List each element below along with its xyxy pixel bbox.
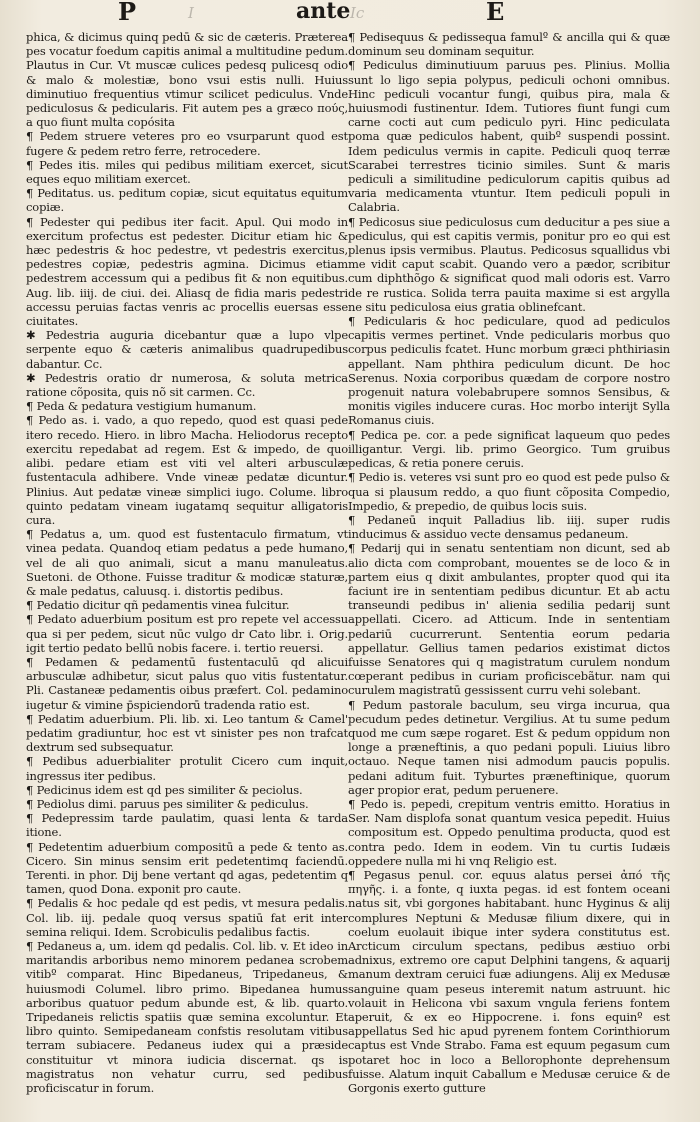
entry-right-7: ¶ Pedarij qui in senatu sententiam non dicunt, sed ab alio dicta com comprobant, mouentes se de loco & in partem eius q dixit ambulantes, propter quod qui ita faciunt ire in sententiam pedibus dicuntur. Et ab actu transeundi pedibus in' alienia sedilia pedarij sunt appellati. Cicero. ad Atticum. Inde in sententiam pedariū cucurrerunt. Sententia eorum pedaria appellatur. Gellius tamen pedarios existimat dictos fuisse Senatores qui q magistratum curulem nondum cœperant pedibus in curiam proficiscebãtur. nam qui curulem magistratū gessissent curru vehi solebant. (348, 541, 670, 698)
entry-left-11: ¶ Pedato aduerbium positum est pro repete vel accessu qua si per pedem, sicut nūc vulgo dr Cato libr. i. Orig. igit tertio pedato bellū nobis facere. i. tertio reuersi. (26, 612, 348, 655)
entry-right-6: ¶ Pedaneū inquit Palladius lib. iiij. super rudis inducimus & assiduo vecte densamus pedaneum. (348, 512, 670, 542)
entry-left-19: ¶ Pedalis & hoc pedale qd est pedis, vt mesura pedalis. Col. lib. iij. pedale quoq versus spatiū fat erit inter semina reliqui. Idem. Scrobiculis pedalibus factis. (26, 896, 348, 939)
entry-left-18: ¶ Pedetentim aduerbium compositū a pede & tento as. Cicero. Sin minus sensim erit pedetentimq faciendū. Terenti. in phor. Dij bene vertant qd agas, pedetentim q tamen, quod Dona. exponit pro caute. (26, 839, 348, 897)
entry-left-8: ¶ Pedo as. i. vado, a quo repedo, quod est quasi pede itero recedo. Hiero. in libro Macha. Heliodorus recepto exercitu repedabat ad regem. Est & impedo, de quo alibi. pedare etiam est viti vel alteri arbusculæ fustentacula adhibere. Vnde vineæ pedatæ dicuntur. Plinius. Aut pedatæ vineæ simplici iugo. Colume. libro quinto pedatam vineam iugatamq sequitur alligatoris cura. (26, 413, 348, 527)
entry-right-8: ¶ Pedum pastorale baculum, seu virga incurua, qua pecudum pedes detinetur. Vergilius. At tu sume pedum quod me cum sæpe rogaret. Est & pedum oppidum non longe a præneftinis, a quo pedani populi. Liuius libro octauo. Neque tamen nisi admodum paucis populis. pedani aditum fuit. Tyburtes præneftinique, quorum ager propior erat, pedum peruenere. (348, 697, 670, 797)
entry-right-3: ¶ Pedicularis & hoc pediculare, quod ad pediculos capitis vermes pertinet. Vnde pedicularis morbus quo corpus pediculis fcatet. Hunc morbum græci phthiriasin appellant. Nam phthira pediculum dicunt. De hoc Serenus. Noxia corporibus quædam de corpore nostro progenuit natura volebabrupere somnos Sensibus, & monitis vigiles inducere curas. Hoc morbo interijt Sylla Romanus ciuis. (348, 314, 670, 428)
entry-left-13: ¶ Pedatim aduerbium. Pli. lib. xi. Leo tantum & Camel' pedatim gradiuntur, hoc est vt sinister pes non trafcat dextrum sed subsequatur. (26, 711, 348, 755)
entry-left-3: ¶ Peditatus. us. peditum copiæ, sicut equitatus equitum copiæ. (26, 186, 348, 215)
running-header (0, 0, 700, 26)
right-column (348, 30, 670, 1110)
entry-left-0: phica, & dicimus quinq pedū & sic de cæteris. Præterea pes vocatur foedum capitis animal a multitudine pedum. Plautus in Cur. Vt muscæ culices pedesq pulicesq odio & malo & molestiæ, bono vsui estis nulli. Huius diminutiuo frequentius vtimur scilicet pediculus. Vnde pediculosus & pedicularis. Fit autem pes a græco πούς, a quo fiunt multa copósita (26, 30, 348, 130)
header-bleedthrough-right: Ic (350, 4, 365, 22)
entry-left-20: ¶ Pedaneus a, um. idem qd pedalis. Col. lib. v. Et ideo in maritandis arboribus nemo minorem pedanea scrobem vitibº comparat. Hinc Bipedaneus, Tripedaneus, & huiusmodi Columel. libro primo. Bipedanea humus arboribus quatuor pedum abunde est, & lib. quarto. Tripedaneis relictis spatiis quæ semina excoluntur. Et libro quinto. Semipedaneam confstis resolutam vitibus terram subiacere. Pedaneus iudex qui a præside constituitur vt minora iudicia discernat. qs is magistratus non vehatur curru, sed pedibus proficiscatur in forum. (26, 939, 348, 1096)
header-bleedthrough-left: I (188, 4, 194, 22)
header-left-letter: P (118, 0, 137, 26)
header-right-letter: E (486, 0, 505, 26)
left-column (26, 30, 348, 1110)
entry-right-9: ¶ Pedo is. pepedi, crepitum ventris emitto. Horatius in Ser. Nam displofa sonat quantum vesica pepedit. Huius compositum est. Oppedo penultima producta, quod est contra pedo. Idem in eodem. Vin tu curtis Iudæis oppedere nulla mi hi vnq Religio est. (348, 796, 670, 868)
entry-left-17: ¶ Pedepressim tarde paulatim, quasi lenta & tarda itione. (26, 811, 348, 840)
entry-left-1: ¶ Pedem struere veteres pro eo vsurparunt quod est fugere & pedem retro ferre, retrocedere. (26, 129, 348, 158)
entry-left-10: ¶ Pedatio dicitur qñ pedamentis vinea fulcitur. (26, 598, 290, 613)
entry-left-14: ¶ Pedibus aduerbialiter protulit Cicero cum inquit, ingressus iter pedibus. (26, 754, 348, 783)
entry-left-2: ¶ Pedes itis. miles qui pedibus militiam exercet, sicut eques equo militiam exercet. (26, 157, 348, 187)
entry-right-1: ¶ Pediculus diminutiuum paruus pes. Plinius. Mollia sunt lo ligo sepia polypus, pediculi ochoni omnibus. Hinc pediculi vocantur fungi, quibus pira, mala & huiusmodi fustinentur. Idem. Tutiores fiunt fungi cum carne cocti aut cum pediculo pyri. Hinc pediculata poma quæ pediculos habent, quibº suspendi possint. Idem pediculus vermis in capite. Pediculi quoq terræ Scarabei terrestres ticinio similes. Sunt & maris pediculi a similitudine pediculorum capitis quibus ad varia medicamenta vtuntur. Item pediculi populi in Calabria. (348, 58, 670, 215)
entry-right-10: ¶ Pegasus penul. cor. equus alatus persei ἀπό τῆς πηγῆς. i. a fonte, q iuxta pegas. id est fontem oceani natus sit, vbi gorgones habitabant. hunc Hyginus & alij complures Neptuni & Medusæ filium dixere, qui in coelum euolauit ibique inter sydera constitutus est. Arcticum circulum spectans, pedibus æstiuo orbi adnixus, extremo ore caput Delphini tangens, & aquarij manum dextram ceruici fuæ adiungens. Alij ex Medusæ sanguine quam peseus interemit natum astruunt. hic volauit in Helicona vbi saxum vngula feriens fontem aperuit, & ex eo Hippocrene. i. fons equinº est appellatus Sed hic apud pyrenem fontem Corinthiorum captus est Vnde Strabo. Fama est equum pegasum cum potaret hoc in loco a Bellorophonte deprehensum fuisse. Alatum inquit Caballum e Medusæ ceruice & de Gorgonis exerto gutture (348, 867, 670, 1096)
entry-left-6: ✱ Pedestris oratio dr numerosa, & soluta metrica ratione cõposita, quis nõ sit carmen. Cc. (26, 370, 348, 400)
entry-left-5: ✱ Pedestria auguria dicebantur quæ a lupo vlpe serpente equo & cæteris animalibus quadrupedibus dabantur. Cc. (26, 328, 348, 371)
entry-right-4: ¶ Pedica pe. cor. a pede significat laqueum quo pedes illigantur. Vergi. lib. primo Georgico. Tum gruibus pedicas, & retia ponere ceruis. (348, 427, 670, 471)
entry-left-16: ¶ Pediolus dimi. paruus pes similiter & pediculus. (26, 796, 309, 811)
entry-right-2: ¶ Pedicosus siue pediculosus cum deducitur a pes siue a pediculus, qui est capitis vermis, ponitur pro eo qui est plenus ipsis vermibus. Plautus. Pedicosus squallidus vbi me vidit caput scabit. Quando vero a pædor, scribitur cum diphthõgo & significat quod mali odoris est. Varro de re rustica. Solida terra pauita maxime si est argylla ne situ pediculosa eius gratia oblinefcant. (348, 214, 670, 314)
entry-left-9: ¶ Pedatus a, um. quod est fustentaculo firmatum, vt vinea pedata. Quandoq etiam pedatus a pede humano, vel de ali quo animali, sicut a manu manuleatus. Suetoni. de Othone. Fuisse traditur & modicæ staturæ, & male pedatus, caluusq. i. distortis pedibus. (26, 527, 348, 598)
entry-left-7: ¶ Peda & pedatura vestigium humanum. (26, 399, 257, 414)
entry-right-5: ¶ Pedio is. veteres vsi sunt pro eo quod est pede pulso & qua si plausum reddo, a quo fiunt cõposita Compedio, Impedio, & prepedio, de quibus locis suis. (348, 470, 670, 513)
header-title: ante (296, 0, 351, 24)
entry-right-0: ¶ Pedisequus & pedissequa famulº & ancilla qui & quæ dominum seu dominam sequitur. (348, 30, 670, 59)
entry-left-12: ¶ Pedamen & pedamentū fustentaculū qd alicui arbusculæ adhibetur, sicut palus quo vitis fustentatur. Pli. Castaneæ pedamentis oibus præfert. Col. pedamino iugetur & vimine p̄spiciendorū tradenda ratio est. (26, 654, 348, 712)
entry-left-15: ¶ Pedicinus idem est qd pes similiter & peciolus. (26, 782, 303, 797)
entry-left-4: ¶ Pedester qui pedibus iter facit. Apul. Qui modo in exercitum profectus est pedester. Dicitur etiam hic & hæc pedestris & hoc pedestre, vt pedestris exercitus, pedestres copiæ, pedestris agmina. Dicimus etiam pedestrem accessum qui a pedibus fit & non equitibus. Aug. lib. iiij. de ciui. dei. Aliasq de fidia maris pedestri accessu peruias factas venris ac procellis euersas esse ciuitates. (26, 214, 348, 329)
